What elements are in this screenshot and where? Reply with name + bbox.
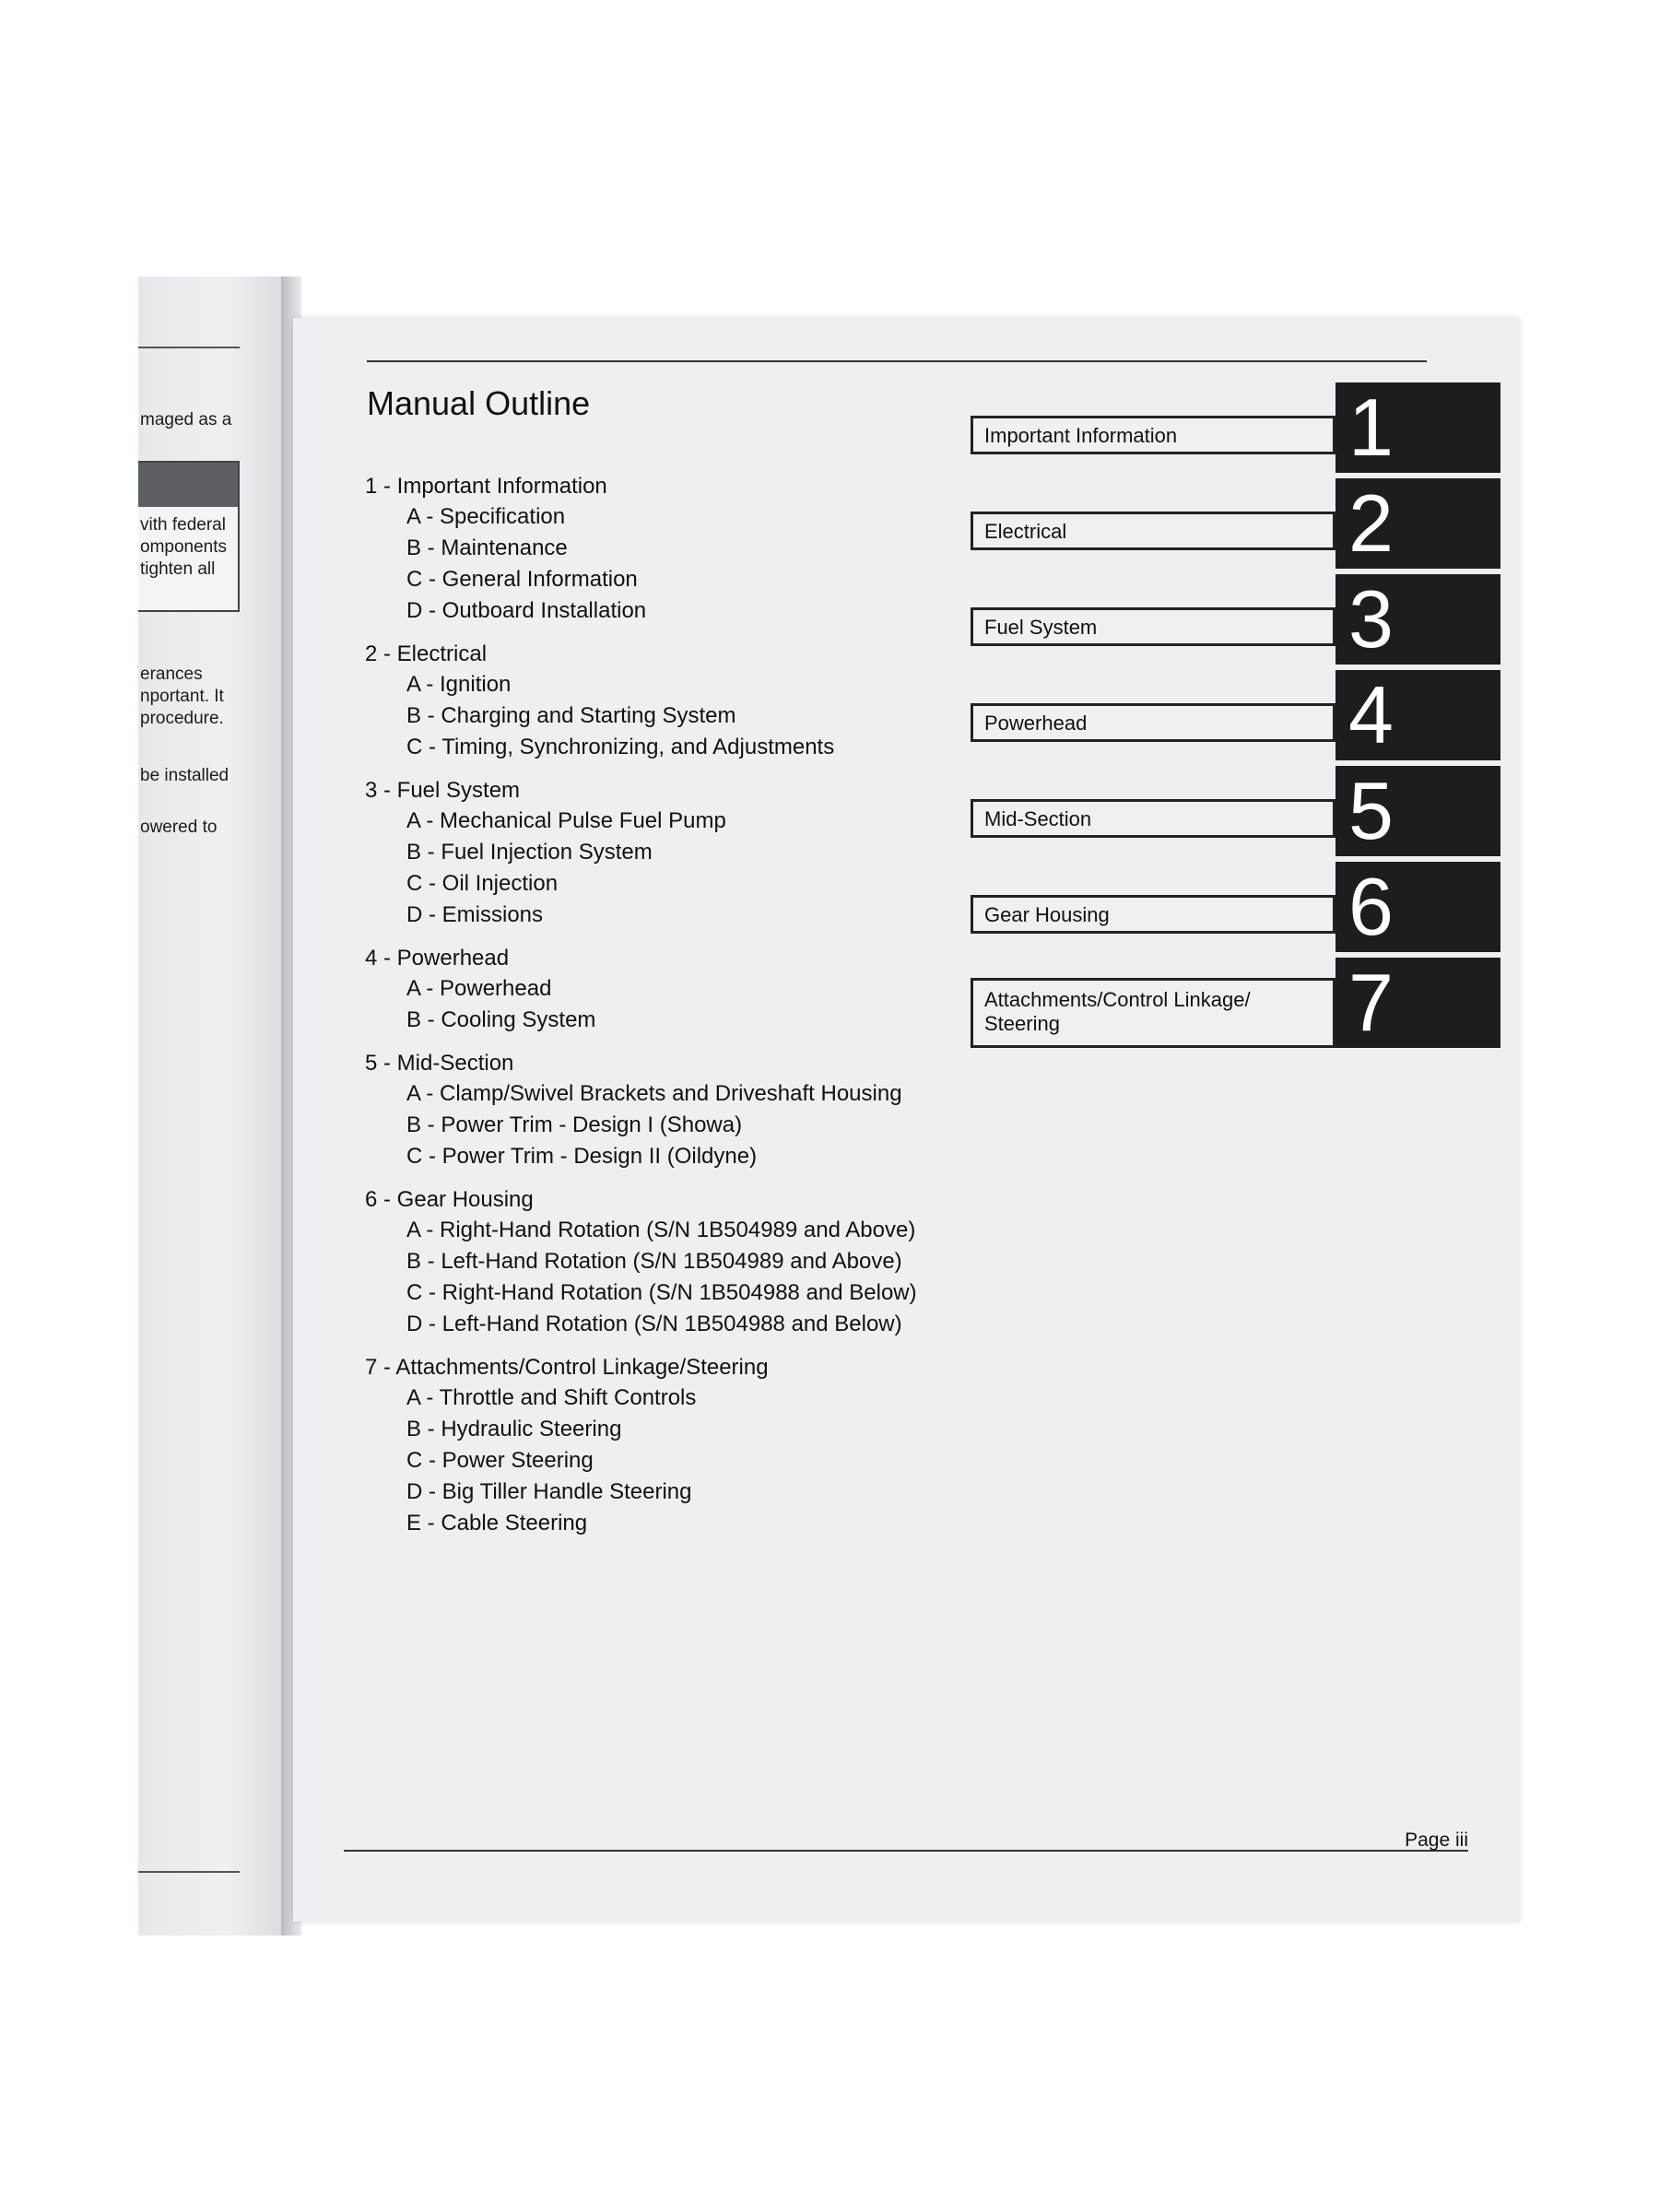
- tab-number-block: [1335, 766, 1500, 856]
- subsection-item: B - Hydraulic Steering: [406, 1417, 622, 1441]
- tab-number: 6: [1348, 861, 1394, 952]
- tab-number-block: [1335, 670, 1500, 760]
- outline-section: [365, 471, 1029, 627]
- left-page-fragment: erances nportant. It procedure.: [140, 665, 224, 728]
- left-page-fragment: maged as a: [140, 410, 232, 429]
- subsection-item: C - Power Trim - Design II (Oildyne): [406, 1144, 758, 1169]
- left-page-rule: [138, 347, 240, 348]
- subsection-item: C - General Information: [406, 567, 638, 592]
- subsection-item: D - Emissions: [406, 902, 544, 927]
- subsection-item: A - Throttle and Shift Controls: [406, 1385, 697, 1410]
- tab-label: Powerhead: [971, 703, 1335, 742]
- manual-outline: [365, 471, 1029, 1551]
- left-page-notice-box: [138, 461, 240, 612]
- tab-number-block: [1335, 478, 1500, 569]
- outline-section: [365, 1352, 1029, 1539]
- section-title: 4 - Powerhead: [365, 946, 510, 971]
- tab-number: 2: [1348, 477, 1394, 569]
- subsection-item: A - Right-Hand Rotation (S/N 1B504989 and Above): [406, 1218, 916, 1242]
- section-title: 2 - Electrical: [365, 641, 488, 666]
- notice-box-header: [138, 463, 238, 507]
- subsection-item: C - Timing, Synchronizing, and Adjustments: [406, 735, 835, 759]
- tab-label: Electrical: [971, 512, 1335, 550]
- tab-number-block: [1335, 958, 1500, 1048]
- subsection-item: A - Specification: [406, 504, 566, 529]
- section-title: 1 - Important Information: [365, 474, 607, 499]
- tab-number-block: [1335, 574, 1500, 665]
- outline-section: [365, 639, 1029, 763]
- header-rule: [367, 360, 1427, 362]
- subsection-item: A - Powerhead: [406, 976, 552, 1001]
- tab-label: Important Information: [971, 416, 1335, 454]
- tab-number: 4: [1348, 669, 1394, 760]
- section-title: 5 - Mid-Section: [365, 1051, 514, 1076]
- tab-number: 1: [1348, 382, 1394, 473]
- tab-number-block: [1335, 382, 1500, 473]
- tab-label: Fuel System: [971, 607, 1335, 646]
- section-tab-powerhead[interactable]: [971, 670, 1519, 760]
- right-page: [293, 318, 1519, 1922]
- subsection-item: B - Fuel Injection System: [406, 840, 653, 865]
- section-tab-gear-housing[interactable]: [971, 862, 1519, 952]
- section-tab-electrical[interactable]: [971, 478, 1519, 569]
- subsection-item: B - Charging and Starting System: [406, 703, 736, 728]
- section-title: 6 - Gear Housing: [365, 1187, 534, 1212]
- subsection-item: D - Big Tiller Handle Steering: [406, 1479, 692, 1504]
- section-tabs: [971, 382, 1519, 1053]
- subsection-item: B - Maintenance: [406, 535, 568, 560]
- subsection-item: D - Outboard Installation: [406, 598, 647, 623]
- tab-number-block: [1335, 862, 1500, 952]
- section-tab-fuel-system[interactable]: [971, 574, 1519, 665]
- subsection-item: D - Left-Hand Rotation (S/N 1B504988 and Below): [406, 1312, 902, 1336]
- footer-rule: [344, 1850, 1468, 1852]
- tab-label: Gear Housing: [971, 895, 1335, 934]
- tab-number: 3: [1348, 573, 1394, 665]
- subsection-item: A - Mechanical Pulse Fuel Pump: [406, 808, 726, 833]
- section-tab-important-information[interactable]: [971, 382, 1519, 473]
- subsection-item: E - Cable Steering: [406, 1511, 588, 1535]
- section-tab-attachments[interactable]: [971, 958, 1519, 1048]
- subsection-item: B - Left-Hand Rotation (S/N 1B504989 and Above): [406, 1249, 902, 1274]
- subsection-item: C - Power Steering: [406, 1448, 594, 1473]
- subsection-item: B - Cooling System: [406, 1007, 596, 1032]
- outline-section: [365, 943, 1029, 1036]
- left-page-fragment: owered to: [140, 818, 218, 837]
- section-title: 3 - Fuel System: [365, 778, 521, 803]
- left-page-fragment: be installed: [140, 766, 229, 785]
- subsection-item: C - Right-Hand Rotation (S/N 1B504988 and Below): [406, 1280, 917, 1305]
- tab-label: Mid-Section: [971, 799, 1335, 838]
- section-tab-mid-section[interactable]: [971, 766, 1519, 856]
- section-title: 7 - Attachments/Control Linkage/Steering: [365, 1355, 769, 1380]
- left-page-fragment: vith federal omponents tighten all: [140, 515, 228, 579]
- subsection-item: B - Power Trim - Design I (Showa): [406, 1112, 743, 1137]
- tab-number: 7: [1348, 957, 1394, 1048]
- subsection-item: C - Oil Injection: [406, 871, 559, 896]
- subsection-item: A - Clamp/Swivel Brackets and Driveshaft Housing: [406, 1081, 902, 1106]
- page-number: Page iii: [1405, 1830, 1468, 1851]
- left-page-rule: [138, 1871, 240, 1873]
- outline-section: [365, 1048, 1029, 1172]
- left-page: [138, 276, 286, 1936]
- page-title: Manual Outline: [367, 384, 591, 422]
- subsection-item: A - Ignition: [406, 672, 512, 697]
- tab-number: 5: [1348, 765, 1394, 856]
- tab-label: Attachments/Control Linkage/ Steering: [971, 978, 1335, 1048]
- outline-section: [365, 775, 1029, 931]
- outline-section: [365, 1184, 1029, 1340]
